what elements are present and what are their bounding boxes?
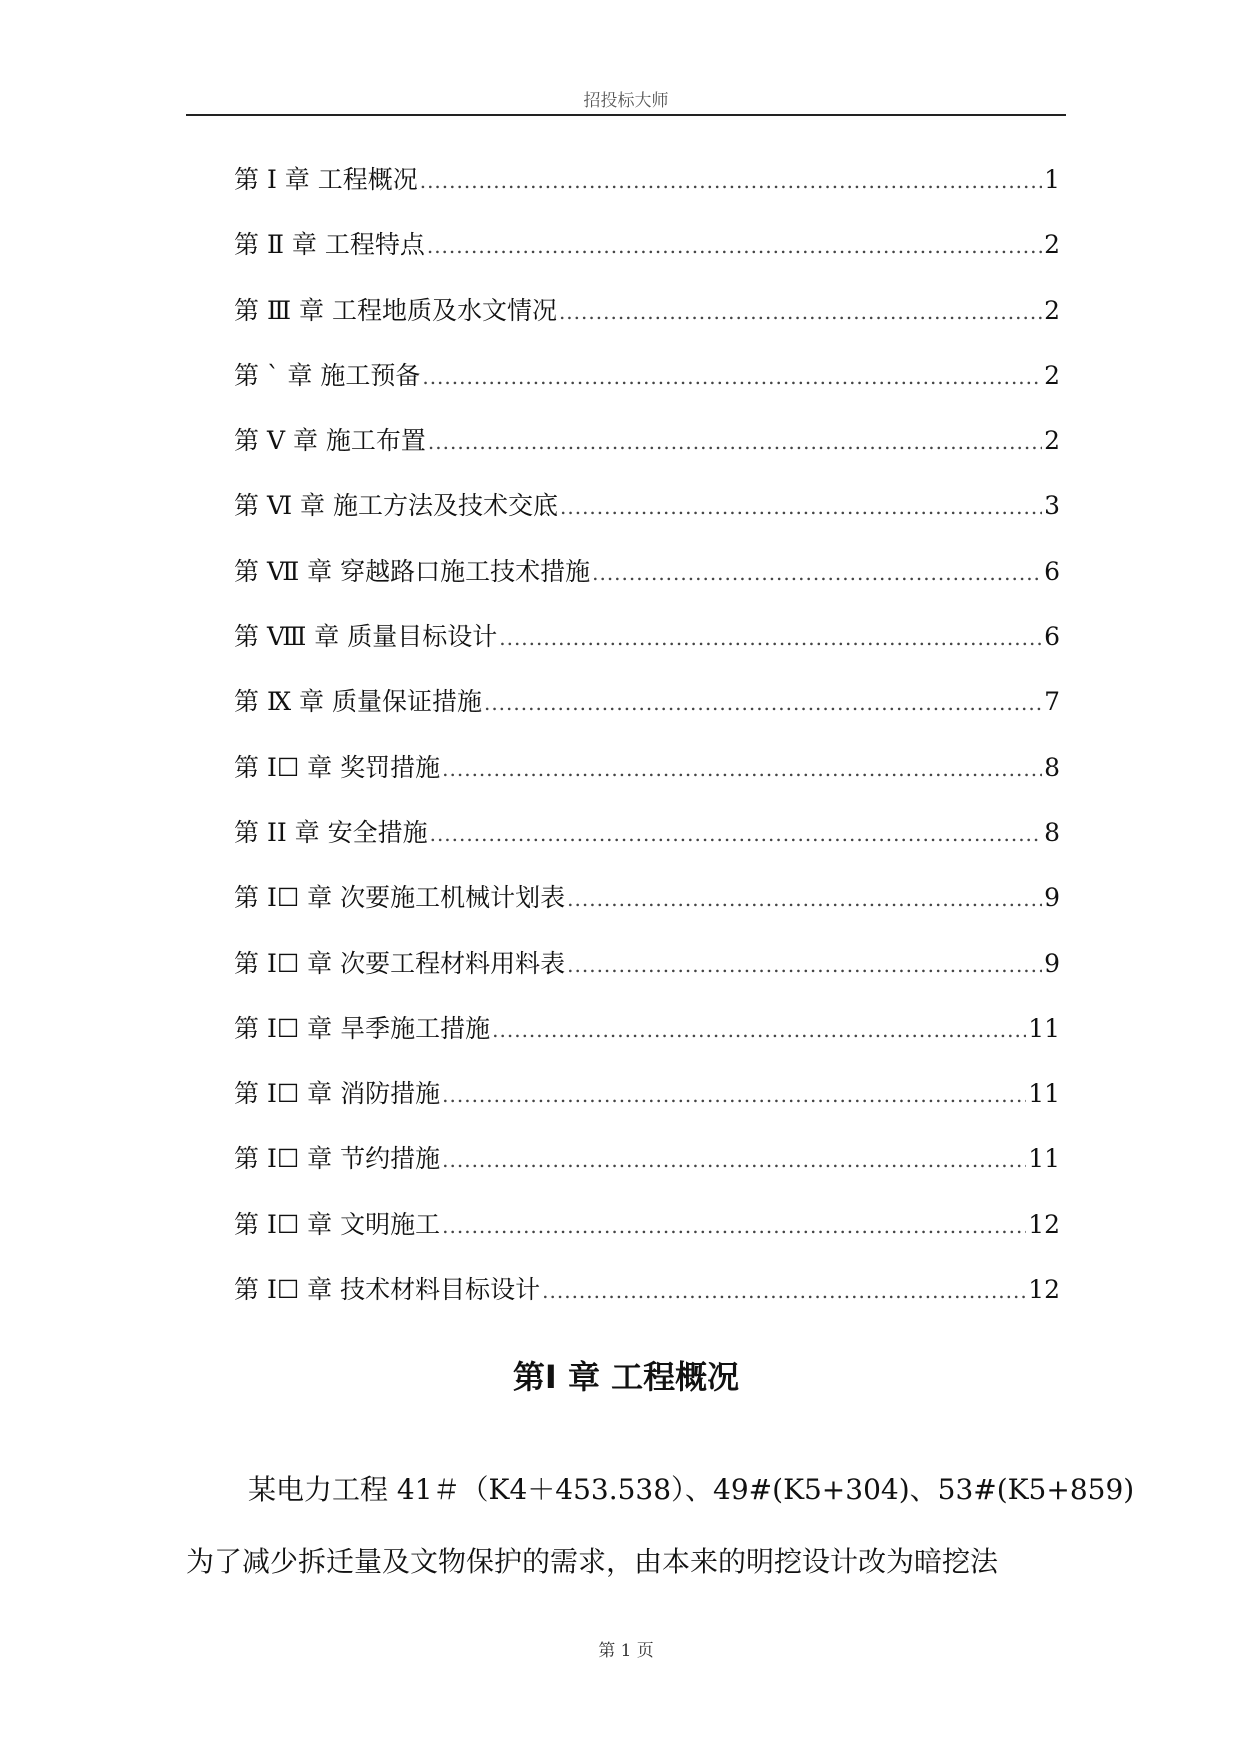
toc-page-number: 9 — [1044, 883, 1060, 913]
chapter-title: 第I 章 工程概况 — [512, 1358, 740, 1396]
toc-entry[interactable] — [234, 1009, 1060, 1074]
toc-leader-dots — [492, 1018, 1026, 1042]
toc-entry-label: 第 I☐ 章 旱季施工措施 — [234, 1013, 491, 1043]
toc-entry-label: 第 Ⅴ 章 施工布置 — [234, 426, 426, 456]
toc-leader-dots — [592, 561, 1042, 585]
toc-entry-label: 第 Ⅵ 章 施工方法及技术交底 — [234, 491, 558, 521]
toc-entry[interactable] — [234, 1074, 1060, 1139]
toc-leader-dots — [442, 1214, 1026, 1238]
toc-leader-dots — [422, 365, 1042, 389]
toc-leader-dots — [428, 430, 1042, 454]
toc-page-number: 11 — [1028, 1013, 1060, 1043]
toc-entry[interactable] — [234, 1270, 1060, 1335]
toc-page-number: 11 — [1028, 1079, 1060, 1109]
toc-entry-label: 第 Ⅸ 章 质量保证措施 — [234, 687, 482, 717]
toc-page-number: 11 — [1028, 1144, 1060, 1174]
toc-page-number: 8 — [1044, 752, 1060, 782]
toc-entry-label: 第 II 章 安全措施 — [234, 817, 428, 847]
toc-entry[interactable] — [234, 356, 1060, 421]
toc-entry-label: 第 Ⅲ 章 工程地质及水文情况 — [234, 295, 557, 325]
toc-page-number: 2 — [1044, 230, 1060, 260]
toc-entry-label: 第 I☐ 章 消防措施 — [234, 1079, 441, 1109]
toc-entry-label: 第 I☐ 章 次要施工机械计划表 — [234, 883, 566, 913]
toc-entry[interactable] — [234, 291, 1060, 356]
toc-page-number: 6 — [1044, 622, 1060, 652]
toc-entry[interactable] — [234, 225, 1060, 290]
toc-leader-dots — [442, 757, 1042, 781]
toc-page-number: 12 — [1028, 1275, 1060, 1305]
body-paragraph-line-1: 某电力工程 41＃（K4＋453.538）、49#(K5+304)、53#(K5+859) — [248, 1473, 1135, 1506]
toc-page-number: 9 — [1044, 948, 1060, 978]
toc-entry-label: 第 I 章 工程概况 — [234, 165, 418, 194]
toc-entry[interactable] — [234, 552, 1060, 617]
toc-entry[interactable] — [234, 813, 1060, 878]
toc-page-number: 2 — [1044, 295, 1060, 325]
toc-entry[interactable] — [234, 878, 1060, 943]
toc-entry[interactable] — [234, 1139, 1060, 1204]
toc-entry[interactable] — [234, 748, 1060, 813]
toc-entry-label: 第 I☐ 章 次要工程材料用料表 — [234, 948, 566, 978]
toc-leader-dots — [420, 169, 1042, 193]
toc-leader-dots — [559, 300, 1042, 324]
page-number-footer: 第 1 页 — [598, 1641, 654, 1661]
toc-leader-dots — [484, 691, 1042, 715]
table-of-contents — [234, 160, 1060, 1335]
toc-entry[interactable] — [234, 486, 1060, 551]
toc-entry-label: 第 ` 章 施工预备 — [234, 360, 421, 390]
page-header: 招投标大师 — [583, 91, 669, 111]
toc-entry-label: 第 I☐ 章 奖罚措施 — [234, 752, 441, 782]
toc-entry[interactable] — [234, 682, 1060, 747]
toc-entry[interactable] — [234, 944, 1060, 1009]
toc-leader-dots — [542, 1279, 1026, 1303]
toc-entry[interactable] — [234, 617, 1060, 682]
toc-page-number: 6 — [1044, 556, 1060, 586]
toc-entry-label: 第 Ⅶ 章 穿越路口施工技术措施 — [234, 556, 591, 586]
toc-leader-dots — [567, 887, 1042, 911]
body-paragraph-line-2: 为了减少拆迁量及文物保护的需求，由本来的明挖设计改为暗挖法 — [186, 1545, 999, 1578]
toc-page-number: 8 — [1044, 817, 1060, 847]
toc-leader-dots — [567, 953, 1042, 977]
toc-entry[interactable] — [234, 160, 1060, 225]
toc-entry-label: 第 I☐ 章 文明施工 — [234, 1209, 441, 1239]
header-divider — [186, 114, 1066, 116]
toc-leader-dots — [442, 1083, 1026, 1107]
toc-leader-dots — [427, 234, 1042, 258]
toc-entry-label: 第 Ⅱ 章 工程特点 — [234, 230, 425, 260]
toc-leader-dots — [442, 1148, 1026, 1172]
toc-page-number: 1 — [1044, 165, 1060, 194]
toc-entry[interactable] — [234, 1205, 1060, 1270]
toc-page-number: 7 — [1044, 687, 1060, 717]
toc-entry-label: 第 I☐ 章 技术材料目标设计 — [234, 1275, 541, 1305]
toc-leader-dots — [430, 822, 1043, 846]
toc-entry[interactable] — [234, 421, 1060, 486]
toc-leader-dots — [499, 626, 1042, 650]
toc-entry-label: 第 I☐ 章 节约措施 — [234, 1144, 441, 1174]
toc-leader-dots — [560, 495, 1042, 519]
toc-entry-label: 第 Ⅷ 章 质量目标设计 — [234, 622, 498, 652]
toc-page-number: 2 — [1044, 426, 1060, 456]
toc-page-number: 12 — [1028, 1209, 1060, 1239]
toc-page-number: 3 — [1044, 491, 1060, 521]
toc-page-number: 2 — [1044, 360, 1060, 390]
